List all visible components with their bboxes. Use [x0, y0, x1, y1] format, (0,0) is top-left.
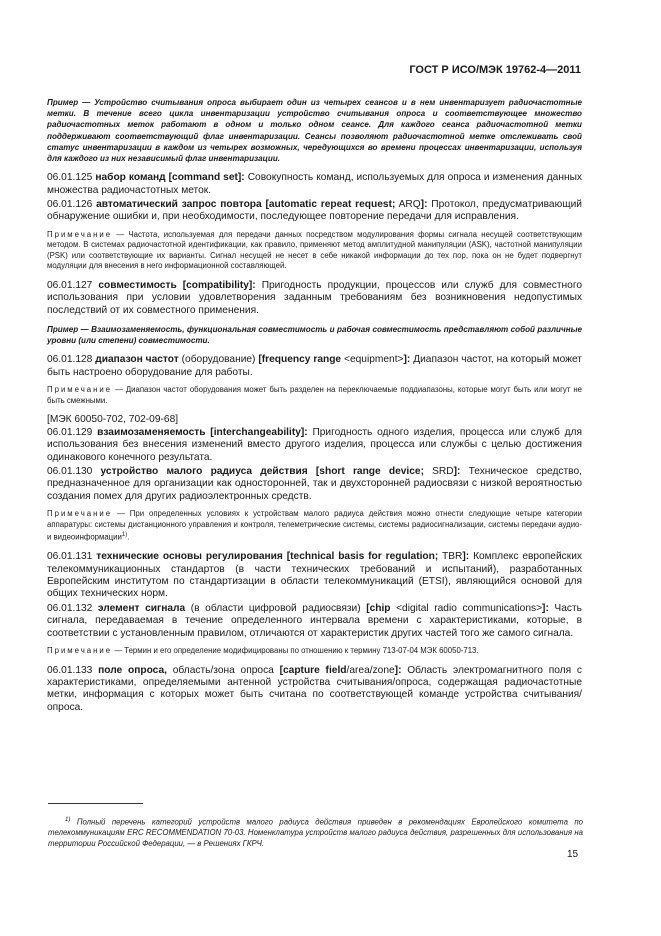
- term-entry: [47, 427, 582, 464]
- term-definition: Совокупность команд, используемых для опроса и изменения данных множества радиочастотных меток.: [47, 172, 582, 196]
- term-definition: Область электромагнитного поля с характеристиками, определяемыми антенной устройства считывания/опроса, содержащая радиочастотные метки, информация с которых может быть считана по соответствующей команде устройства считывания/опроса.: [47, 664, 582, 713]
- term-definition: Диапазон частот, на который может быть настроено оборудование для работы.: [47, 354, 582, 378]
- example-paragraph: Пример — Взаимозаменяемость, функциональная совместимость и рабочая совместимость представляют собой различные уровни (или степени) совместимости.: [47, 325, 582, 346]
- footnote-text: Полный перечень категорий устройств малого радиуса действия приведен в рекомендациях Европейского комитета по телекоммуникациям ERC RECOMMENDATION 70-03. Номенклатура устройств малого радиуса действия, разрешенных для использования на территории Российской Федерации, — в Решениях ГКРЧ.: [48, 817, 583, 848]
- term-qualifier: (в области цифровой радиосвязи): [190, 602, 361, 614]
- term-name: технические основы регулирования [technical basis for regulation;: [96, 551, 439, 563]
- term-number: 06.01.125: [47, 172, 93, 184]
- term-bracket: ]:: [542, 602, 549, 614]
- term-definition: Протокол, предусматривающий обнаружение ошибки и, при необходимости, последующее повторение передачи для исправления.: [47, 199, 582, 223]
- term-bracket: ]:: [420, 199, 428, 211]
- term-name: совместимость [compatibility]:: [98, 279, 256, 291]
- term-entry: [47, 551, 582, 601]
- note-text: — Диапазон частот оборудования может быть разделен на переключаемые поддиапазоны, которые могут быть или могут не быть смежными.: [47, 385, 582, 405]
- term-entry: [47, 354, 582, 379]
- term-number: 06.01.128: [47, 354, 93, 366]
- term-definition: Пригодность продукции, процессов или служб для совместного использования при условии удовлетворения заданным требованиям без возникновения недопустимых последствий от их совместного применения.: [47, 279, 582, 316]
- term-name: поле опроса,: [98, 664, 167, 676]
- term-entry: [47, 603, 582, 640]
- term-bracket: ]:: [462, 551, 470, 563]
- note-paragraph: [47, 385, 582, 406]
- term-number: 06.01.126: [47, 199, 93, 211]
- term-name: диапазон частот: [95, 354, 179, 366]
- term-bracket: ]:: [394, 664, 402, 676]
- page-number: 15: [567, 849, 579, 860]
- note-text: — Частота, используемая для передачи данных посредством модулирования формы сигнала несущей соответствующим методом. В системах радиочастотной идентификации, как правило, применяют метод амплитудной манипуляции (ASK), частотной манипуляции (PSK) или соответствующие их варианты. Сигнал несущей не несет в себе никакой информации до тех пор, пока он не будет подвергнут модуляции для внесения в него информационной составляющей.: [47, 229, 582, 271]
- footnote: [48, 815, 583, 850]
- term-definition: Часть сигнала, передаваемая в течение определенного интервала времени с характеристиками, которые, в соответствии с установленным правилом, отличаются от характеристик других частей того же самого сигнала.: [47, 602, 582, 639]
- term-qualifier-english: /area/zone: [346, 664, 395, 676]
- term-name: устройство малого радиуса действия [short range device;: [100, 465, 424, 477]
- note-end: .: [127, 532, 130, 542]
- term-number: 06.01.132: [47, 602, 93, 614]
- term-definition: Комплекс европейских телекоммуникационных стандартов (в части технических требований и испытаний), разработанных Европейским институтом по стандартизации в области телекоммуникаций (ETSI), являющийся основой для общих технических норм.: [47, 551, 582, 600]
- term-name: набор команд [command set]:: [95, 172, 245, 184]
- term-abbreviation: SRD: [432, 465, 454, 477]
- term-qualifier: область/зона опроса: [172, 664, 274, 676]
- term-entry: [47, 199, 582, 224]
- term-name-english: [frequency range: [258, 354, 342, 366]
- term-definition: Пригодность одного изделия, процесса или служб для использования без внесения изменений вместо другого изделия, процесса или службы с целью достижения одинакового конечного результата.: [47, 426, 582, 463]
- term-qualifier: (оборудование): [181, 354, 256, 366]
- term-name-english: [chip: [366, 602, 391, 614]
- term-bracket: ]:: [453, 465, 461, 477]
- term-name: взаимозаменяемость [interchangeability]:: [97, 426, 308, 438]
- page-content: [47, 97, 582, 716]
- term-bracket: ]:: [403, 354, 411, 366]
- note-paragraph: [47, 509, 582, 543]
- note-text: — Термин и его определение модифицированы по отношению к термину 713-07-04 МЭК 60050-713.: [114, 646, 479, 656]
- note-label: Примечание: [47, 229, 113, 239]
- note-text: — При определенных условиях к устройствам малого радиуса действия можно отнести следующие четыре категории аппаратуры: системы дистанционного управления и контроля, телеметрические системы, системы радиосигнализации, системы передачи аудио- и видеоинформации: [47, 509, 582, 542]
- term-abbreviation: ARQ: [398, 199, 421, 211]
- term-qualifier-english: <digital radio communications>: [396, 602, 543, 614]
- footnote-mark: 1): [65, 816, 71, 823]
- footnote-divider: [48, 803, 143, 804]
- term-number: 06.01.131: [47, 551, 93, 563]
- standard-header: ГОСТ Р ИСО/МЭК 19762-4—2011: [409, 64, 581, 76]
- term-entry: [47, 172, 582, 197]
- term-number: 06.01.133: [47, 664, 93, 676]
- note-paragraph: [47, 230, 582, 272]
- example-paragraph: Пример — Устройство считывания опроса выбирает один из четырех сеансов и в нем инвентаризует радиочастотные метки. В течение всего цикла инвентаризации устройство считывания опроса и соответствующее множество радиочастотных меток работают в одном и только одном сеансе. Для каждого сеанса радиочастотной метки поддерживают соответствующий флаг инвентаризации. Сеансы позволяют радиочастотной метке отслеживать свой статус инвентаризации в каждом из четырех возможных, чередующихся во времени процессах инвентаризации, используя для каждого из них независимый флаг инвентаризации.: [47, 98, 582, 164]
- term-name: автоматический запрос повтора [automatic repeat request;: [96, 199, 396, 211]
- term-number: 06.01.129: [47, 426, 93, 438]
- term-entry: [47, 665, 582, 715]
- term-name-english: [capture field: [279, 664, 347, 676]
- term-qualifier-english: <equipment>: [344, 354, 404, 366]
- note-label: Примечание: [47, 646, 113, 656]
- note-label: Примечание: [47, 385, 113, 395]
- term-entry: [47, 466, 582, 503]
- source-reference: [МЭК 60050-702, 702-09-68]: [47, 414, 179, 426]
- footnote-marker[interactable]: 1): [121, 532, 128, 539]
- note-label: Примечание: [47, 509, 113, 519]
- term-number: 06.01.130: [47, 465, 93, 477]
- term-name: элемент сигнала: [97, 602, 186, 614]
- term-abbreviation: TBR: [441, 551, 463, 563]
- term-definition: Техническое средство, предназначенное для организации как односторонней, так и двухсторонней радиосвязи с низкой вероятностью создания помех для других радиоэлектронных средств.: [47, 465, 582, 502]
- term-number: 06.01.127: [47, 279, 93, 291]
- term-entry: [47, 280, 582, 317]
- note-paragraph: [47, 646, 582, 657]
